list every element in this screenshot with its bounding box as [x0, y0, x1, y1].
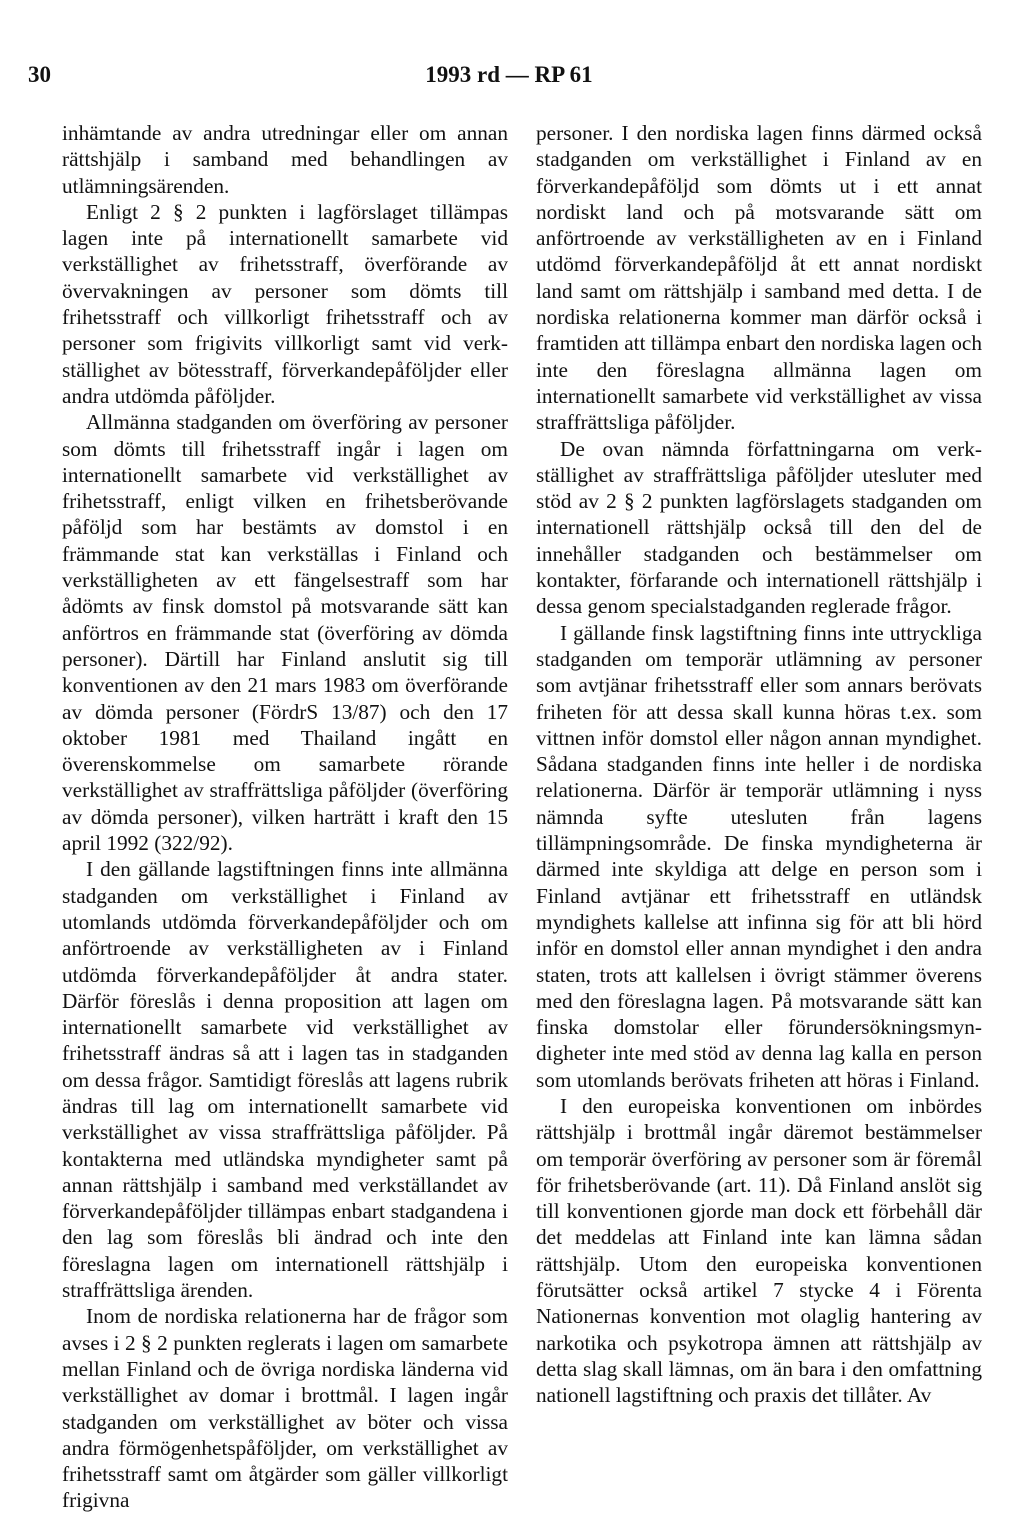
paragraph: I den europeiska konventionen om inbördes rättshjälp i brottmål ingår däremot bestämmelser om temporär överföring av personer som är föremål för frihetsberövande (art. 11). Då Finland anslöt sig till konventionen gjorde man dock ett förbehåll där det meddelas att Finland inte kan lämna sådan rättshjälp. Utom den europeiska konventionen förutsätter också artikel 7 stycke 4 i Förenta Nationernas konvention mot olaglig hantering av narkotika och psykotropa ämnen att rättshjälp av detta slag skall lämnas, om än bara i den omfattning nationell lagstiftning och praxis det tillåter. Av: [536, 1093, 982, 1408]
paragraph: Enligt 2 § 2 punkten i lagförslaget tillämpas lagen inte på internationellt samarbete vid verkställighet av frihetsstraff, överförande av övervakningen av personer som dömts till frihetsstraff och villkorligt frihetsstraff och av personer som frigivits villkorligt samt vid verkställighet av bötesstraff, förverkandepåföljder eller andra utdömda påföljder.: [62, 199, 508, 408]
paragraph: Allmänna stadganden om överföring av personer som dömts till frihetsstraff ingår i lagen om internationellt samarbete vid verkställighet av frihetsstraff, enligt vilken en frihetsberövande påföljd som har bestämts av domstol i en främmande stat kan verkställas i Finland och verkställigheten av ett fängelsestraff som har ådömts av finsk domstol på motsvarande sätt kan anförtros en främmande stat (överföring av dömda personer). Därtill har Finland anslutit sig till konventionen av den 21 mars 1983 om överförande av dömda personer (FördrS 13/87) och den 17 oktober 1981 med Thailand ingått en överenskommelse om samarbete rörande verkställighet av straffrättsliga påföljder (överföring av dömda personer), vilken harträtt i kraft den 15 april 1992 (322/92).: [62, 410, 508, 856]
page-number: 30: [28, 62, 51, 87]
paragraph: De ovan nämnda författningarna om verkställighet av straffrättsliga påföljder utesluter med stöd av 2 § 2 punkten lagförslagets stadganden om internationell rättshjälp också till den del de innehåller stadganden och bestämmelser om kontakter, förfarande och internationell rättshjälp i dessa genom specialstadganden reglerade frågor.: [536, 436, 982, 619]
running-title: 1993 rd — RP 61: [425, 62, 593, 87]
right-column: [536, 120, 982, 1409]
paragraph: I den gällande lagstiftningen finns inte allmänna stadganden om verkställighet i Finland av utomlands utdömda förverkandepåföljder och om anförtroende av verkställigheten av i Finland utdömda förverkandepåföljder åt andra stater. Därför föreslås i denna proposition att lagen om internationellt samarbete vid verkställighet av frihetsstraff ändras så att i lagen tas in stadganden om dessa frågor. Samtidigt föreslås att lagens rubrik ändras till lag om internationellt samarbete vid verkställighet av vissa straffrättsliga påföljder. På kontakterna med utländska myndigheter samt på annan rättshjälp i samband med verkställandet av förverkandepåföljder tillämpas enbart stadgandena i den lag som föreslås bli ändrad och inte den föreslagna lagen om internationell rättshjälp i straffrättsliga ärenden.: [62, 857, 508, 1303]
paragraph: I gällande finsk lagstiftning finns inte uttryckliga stadganden om temporär utlämning av personer som avtjänar frihetsstraff eller som annars berövats friheten för att dessa skall kunna höras t.ex. som vittnen inför domstol eller någon annan myndighet. Sådana stadganden finns inte heller i de nordiska relationerna. Därför är temporär utlämning i nyss nämnda syfte utesluten från lagens tillämpningsområde. De finska myndigheterna är därmed inte skyldiga att delge en person som i Finland avtjänar ett frihetsstraff en utländsk myndighets kallelse att infinna sig för att bli hörd inför en domstol eller annan myndighet i den andra staten, trots att kallelsen i övrigt stämmer överens med den föreslagna lagen. På motsvarande sätt kan finska domstolar eller förundersökningsmyndigheter inte med stöd av denna lag kalla en person som utomlands berövats friheten att höras i Finland.: [536, 620, 982, 1092]
page-header: [28, 62, 990, 92]
paragraph: inhämtande av andra utredningar eller om annan rättshjälp i samband med behandlingen av utlämningsärenden.: [62, 121, 508, 198]
paragraph: Inom de nordiska relationerna har de frågor som avses i 2 § 2 punkten reglerats i lagen om samarbete mellan Finland och de övriga nordiska länderna vid verkställighet av domar i brottmål. I lagen ingår stadganden om verkställighet av böter och vissa andra förmögenhetspåföljder, om verkställighet av frihetsstraff samt om åtgärder som gäller villkorligt frigivna: [62, 1304, 508, 1513]
left-column: [62, 120, 508, 1514]
paragraph: personer. I den nordiska lagen finns därmed också stadganden om verkställighet i Finland av en förverkandepåföljd som dömts ut i ett annat nordiskt land och på motsvarande sätt om anförtroende av verkställigheten av en i Finland utdömd förverkandepåföljd åt ett annat nordiskt land samt om rättshjälp i samband med detta. I de nordiska relationerna kommer man därför också i framtiden att tillämpa enbart den nordiska lagen och inte den föreslagna allmänna lagen om internationellt samarbete vid verkställighet av vissa straffrättsliga påföljder.: [536, 121, 982, 435]
